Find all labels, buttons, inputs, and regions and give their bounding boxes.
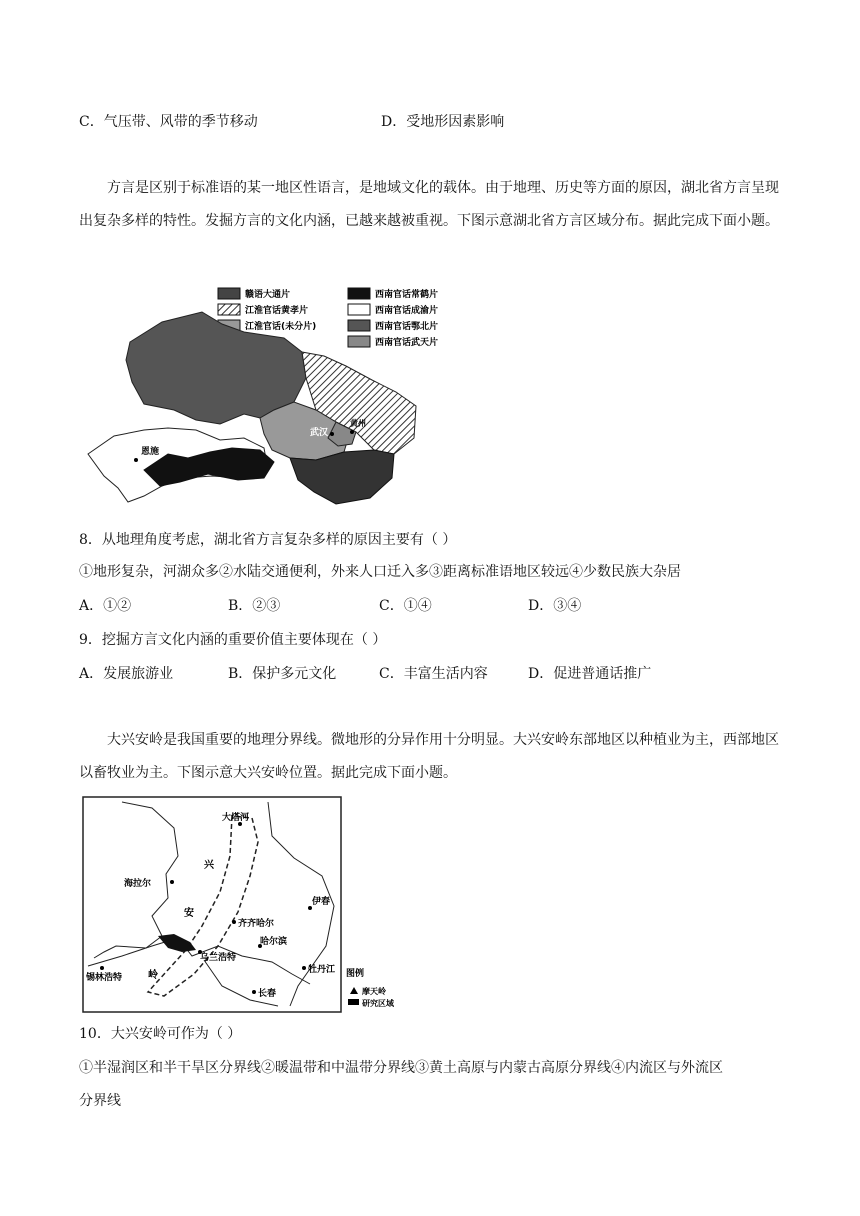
hubei-dialect-map (84, 282, 439, 510)
hubei-dialect-map-svg (84, 282, 439, 510)
label-wulanhaote: 乌兰浩特 (200, 953, 237, 963)
q10-items-line1: ①半湿润区和半干旱区分界线②暖温带和中温带分界线③黄土高原与内蒙古高原分界线④内流区与外流区 (79, 1060, 723, 1076)
city-dot (252, 990, 256, 994)
city-dot (350, 430, 354, 434)
passage-daxinganling: 大兴安岭是我国重要的地理分界线。微地形的分异作用十分明显。大兴安岭东部地区以种植业为主，西部地区以畜牧业为主。下图示意大兴安岭位置。据此完成下面小题。 (79, 732, 779, 781)
daxinganling-map-svg (82, 796, 394, 1014)
q10-stem: 10．大兴安岭可作为（ ） (79, 1026, 242, 1042)
q9-stem: 9．挖掘方言文化内涵的重要价值主要体现在（ ） (79, 632, 387, 648)
mountain-icon (350, 987, 358, 994)
q9-option-c[interactable]: C．丰富生活内容 (379, 666, 488, 682)
q8-stem: 8．从地理角度考虑，湖北省方言复杂多样的原因主要有（ ） (79, 532, 457, 548)
label-enshi: 恩施 (141, 447, 160, 457)
legend-swatch-chengyu (348, 304, 370, 315)
option-d-prev: D．受地形因素影响 (381, 114, 505, 130)
q9-option-a[interactable]: A．发展旅游业 (79, 666, 174, 682)
q9-option-d[interactable]: D．促进普通话推广 (528, 666, 652, 682)
city-dot (330, 432, 334, 436)
legend-label: 西南官话武天片 (375, 338, 439, 348)
legend-label: 江淮官话黄孝片 (245, 306, 309, 316)
q8-option-a[interactable]: A．①② (79, 598, 132, 614)
city-dot (232, 920, 236, 924)
q8-option-b[interactable]: B．②③ (228, 598, 281, 614)
legend-label: 江淮官话(未分片) (245, 322, 317, 332)
legend-swatch-wutian (348, 336, 370, 347)
city-dot (134, 458, 138, 462)
legend-swatch-ebei (348, 320, 370, 331)
label-ling: 岭 (148, 970, 158, 981)
city-dot (170, 880, 174, 884)
label-xing: 兴 (204, 860, 214, 871)
legend-swatch-ganyu (218, 288, 240, 299)
legend-swatch-changhe (348, 288, 370, 299)
legend-label: 西南官话常鹤片 (375, 290, 439, 300)
label-dataihe: 大塔河 (222, 813, 250, 823)
legend-label-research: 研究区域 (362, 999, 394, 1008)
label-wuhan: 武汉 (310, 428, 329, 438)
q8-option-d[interactable]: D．③④ (528, 598, 582, 614)
option-c-prev: C．气压带、风带的季节移动 (79, 114, 258, 130)
legend-label-motianling: 摩天岭 (362, 987, 386, 996)
label-mudanjiang: 牡丹江 (308, 965, 336, 975)
label-xilinhaote: 锡林浩特 (86, 973, 123, 983)
label-yichun: 伊春 (312, 897, 331, 907)
legend-swatch-research (348, 999, 359, 1005)
passage-hubei-dialects: 方言是区别于标准语的某一地区性语言，是地域文化的载体。由于地理、历史等方面的原因，湖北省方言呈现出复杂多样的特性。发掘方言的文化内涵，已越来越被重视。下图示意湖北省方言区域分布。据此完成下面小题。 (79, 180, 779, 229)
daxinganling-map (82, 796, 394, 1014)
legend-label: 赣语大通片 (245, 290, 291, 300)
city-dot (302, 966, 306, 970)
legend-swatch-huangxiao (218, 304, 240, 315)
q10-items-line2: 分界线 (79, 1093, 121, 1109)
label-qiqihaer: 齐齐哈尔 (238, 919, 275, 929)
label-hailaer: 海拉尔 (124, 879, 152, 889)
label-huangzhou: 黄州 (350, 419, 366, 428)
q8-items: ①地形复杂，河湖众多②水陆交通便利，外来人口迁入多③距离标准语地区较远④少数民族大杂居 (79, 564, 681, 580)
legend-label: 西南官话成渝片 (375, 306, 439, 316)
legend-label: 西南官话鄂北片 (375, 322, 439, 332)
label-haerbin: 哈尔滨 (260, 937, 288, 947)
legend-title: 图例 (346, 969, 365, 979)
q8-option-c[interactable]: C．①④ (379, 598, 432, 614)
q9-option-b[interactable]: B．保护多元文化 (228, 666, 337, 682)
label-an: 安 (184, 908, 194, 919)
city-dot (100, 966, 104, 970)
label-changchun: 长春 (258, 989, 277, 999)
